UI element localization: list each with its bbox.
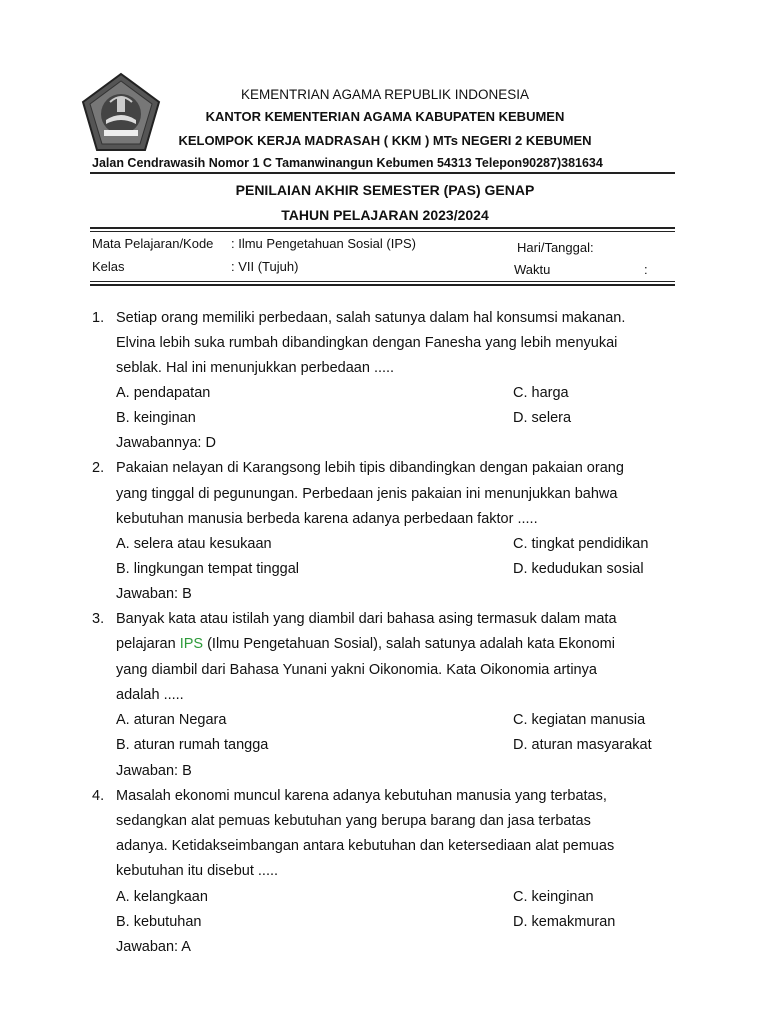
question-1-option-b: B. keinginan [116, 410, 196, 426]
question-1-number: 1. [92, 310, 105, 326]
question-3-line-2 [116, 636, 615, 652]
question-4-line-3: adanya. Ketidakseimbangan antara kebutuhan dan ketersediaan alat pemuas [116, 838, 615, 854]
exam-year: TAHUN PELAJARAN 2023/2024 [281, 207, 489, 223]
header-ministry: KEMENTRIAN AGAMA REPUBLIK INDONESIA [240, 87, 530, 102]
question-4-line-2: sedangkan alat pemuas kebutuhan yang berupa barang dan jasa terbatas [116, 813, 591, 829]
question-2-line-1: Pakaian nelayan di Karangsong lebih tipis dibandingkan dengan pakaian orang [116, 460, 624, 476]
header-divider [90, 172, 675, 174]
question-2-option-d: D. kedudukan sosial [513, 561, 644, 577]
question-4-option-b: B. kebutuhan [116, 914, 202, 930]
question-1-option-d: D. selera [513, 410, 572, 426]
question-4-answer: Jawaban: A [116, 939, 191, 955]
meta-bottom-rule-thin [90, 281, 675, 282]
question-4-number: 4. [92, 788, 105, 804]
question-1-option-a: A. pendapatan [116, 385, 211, 401]
meta-top-rule-thin [90, 231, 675, 232]
question-3-line-1: Banyak kata atau istilah yang diambil dari bahasa asing termasuk dalam mata [116, 611, 617, 627]
question-3-option-b: B. aturan rumah tangga [116, 737, 269, 753]
question-3-line-2-post: (Ilmu Pengetahuan Sosial), salah satunya adalah kata Ekonomi [203, 636, 615, 652]
question-2-line-3: kebutuhan manusia berbeda karena adanya perbedaan faktor ..... [116, 511, 538, 527]
question-1-answer: Jawabannya: D [116, 435, 216, 451]
question-4-line-1: Masalah ekonomi muncul karena adanya kebutuhan manusia yang terbatas, [116, 788, 607, 804]
question-3-option-a: A. aturan Negara [116, 712, 227, 728]
question-3-line-4: adalah ..... [116, 687, 184, 703]
subject-label: Mata Pelajaran/Kode [92, 236, 214, 251]
subject-value: : Ilmu Pengetahuan Sosial (IPS) [231, 236, 416, 251]
question-2-option-c: C. tingkat pendidikan [513, 536, 649, 552]
time-colon: : [644, 262, 648, 277]
question-2-line-2: yang tinggal di pegunungan. Perbedaan jenis pakaian ini menunjukkan bahwa [116, 486, 618, 502]
question-1-line-2: Elvina lebih suka rumbah dibandingkan dengan Fanesha yang lebih menyukai [116, 335, 618, 351]
question-2-number: 2. [92, 460, 105, 476]
meta-top-rule [90, 227, 675, 229]
question-4-line-4: kebutuhan itu disebut ..... [116, 863, 279, 879]
question-3-number: 3. [92, 611, 105, 627]
question-3-line-2-pre: pelajaran [116, 636, 180, 652]
question-1-line-1: Setiap orang memiliki perbedaan, salah satunya dalam hal konsumsi makanan. [116, 310, 626, 326]
question-1-line-3: seblak. Hal ini menunjukkan perbedaan ..... [116, 360, 395, 376]
question-3-option-d: D. aturan masyarakat [513, 737, 652, 753]
header-office: KANTOR KEMENTERIAN AGAMA KABUPATEN KEBUMEN [205, 109, 565, 124]
meta-bottom-rule [90, 284, 675, 286]
question-4-option-d: D. kemakmuran [513, 914, 616, 930]
ips-link[interactable]: IPS [179, 636, 204, 652]
question-1-option-c: C. harga [513, 385, 569, 401]
class-label: Kelas [92, 259, 125, 274]
question-4-option-a: A. kelangkaan [116, 889, 208, 905]
exam-title: PENILAIAN AKHIR SEMESTER (PAS) GENAP [235, 182, 535, 198]
question-3-option-c: C. kegiatan manusia [513, 712, 646, 728]
question-3-line-3: yang diambil dari Bahasa Yunani yakni Oikonomia. Kata Oikonomia artinya [116, 662, 597, 678]
day-label: Hari/Tanggal: [517, 240, 594, 255]
header-address: Jalan Cendrawasih Nomor 1 C Tamanwinangun Kebumen 54313 Telepon90287)381634 [92, 156, 603, 170]
question-4-option-c: C. keinginan [513, 889, 594, 905]
time-label: Waktu [514, 262, 551, 277]
class-value: : VII (Tujuh) [231, 259, 299, 274]
question-2-option-b: B. lingkungan tempat tinggal [116, 561, 299, 577]
header-kkm: KELOMPOK KERJA MADRASAH ( KKM ) MTs NEGERI 2 KEBUMEN [178, 133, 592, 148]
question-2-answer: Jawaban: B [116, 586, 192, 602]
question-3-answer: Jawaban: B [116, 763, 192, 779]
question-2-option-a: A. selera atau kesukaan [116, 536, 272, 552]
